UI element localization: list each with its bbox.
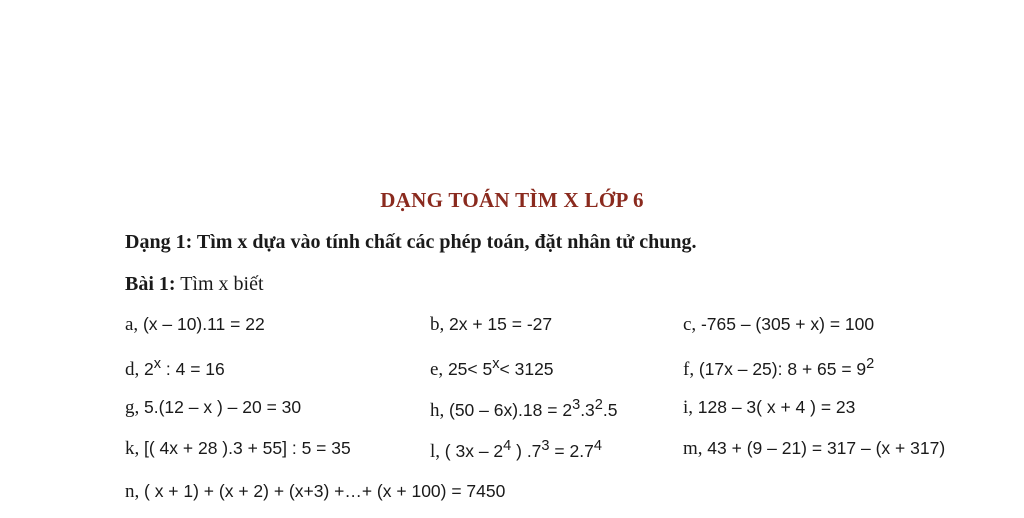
problem-g bbox=[125, 397, 301, 419]
problem-label: e, bbox=[430, 358, 448, 380]
problem-label: k, bbox=[125, 438, 144, 459]
problem-m bbox=[683, 438, 945, 460]
problem-label: n, bbox=[125, 481, 144, 502]
problem-expression: 2x + 15 = -27 bbox=[449, 314, 553, 334]
problem-expression: ( $3x - 2^4$ ) $.7^3 = 2.7^4$ bbox=[444, 438, 602, 461]
problem-expression: 5.(12 – x ) – 20 = 30 bbox=[144, 397, 302, 417]
problem-label: l, bbox=[430, 440, 445, 462]
document-title: DẠNG TOÁN TÌM X LỚP 6 bbox=[380, 188, 644, 212]
section-heading bbox=[125, 231, 697, 254]
exercise-heading bbox=[125, 273, 264, 296]
section-label: Dạng 1: bbox=[125, 231, 193, 253]
problem-label: g, bbox=[125, 397, 144, 418]
problem-k bbox=[125, 438, 351, 460]
section-text: Tìm x dựa vào tính chất các phép toán, đặt nhân tử chung. bbox=[192, 231, 697, 253]
problem-label: m, bbox=[683, 438, 708, 459]
problem-label: b, bbox=[430, 314, 449, 335]
problem-n bbox=[125, 481, 505, 503]
problem-expression: 128 – 3( x + 4 ) = 23 bbox=[697, 397, 856, 417]
problem-i bbox=[683, 397, 855, 419]
problem-l bbox=[430, 438, 602, 463]
problem-label: f, bbox=[683, 358, 699, 380]
problem-expression: ( x + 1) + (x + 2) + (x+3) +…+ (x + 100) = 7450 bbox=[144, 481, 506, 501]
problem-f bbox=[683, 356, 874, 381]
problem-h bbox=[430, 397, 618, 422]
problem-expression: $25< 5^x< 3125$ bbox=[447, 356, 554, 379]
problem-expression: (17x – 25): $8 + 65 = 9^2$ bbox=[698, 356, 875, 379]
problem-expression: $(50 - 6x).18 = 2^3.3^2.5$ bbox=[449, 397, 618, 420]
problem-expression: [( 4x + 28 ).3 + 55] : 5 = 35 bbox=[144, 438, 351, 458]
exercise-label: Bài 1: bbox=[125, 273, 176, 295]
problem-expression: 2$^x$ : 4 = 16 bbox=[144, 356, 225, 379]
problem-expression: -765 – (305 + x) = 100 bbox=[700, 314, 875, 334]
problem-label: d, bbox=[125, 358, 144, 380]
problem-label: i, bbox=[683, 397, 698, 418]
problem-d bbox=[125, 356, 225, 381]
exercise-text: Tìm x biết bbox=[175, 273, 264, 295]
problem-expression: (x – 10).11 = 22 bbox=[142, 314, 265, 334]
problem-label: a, bbox=[125, 314, 143, 335]
problem-b bbox=[430, 314, 552, 336]
problem-expression: 43 + (9 – 21) = 317 – (x + 317) bbox=[707, 438, 946, 458]
problem-e bbox=[430, 356, 554, 381]
problem-c bbox=[683, 314, 874, 336]
problem-a bbox=[125, 314, 265, 336]
problem-label: c, bbox=[683, 314, 701, 335]
problem-label: h, bbox=[430, 399, 449, 421]
